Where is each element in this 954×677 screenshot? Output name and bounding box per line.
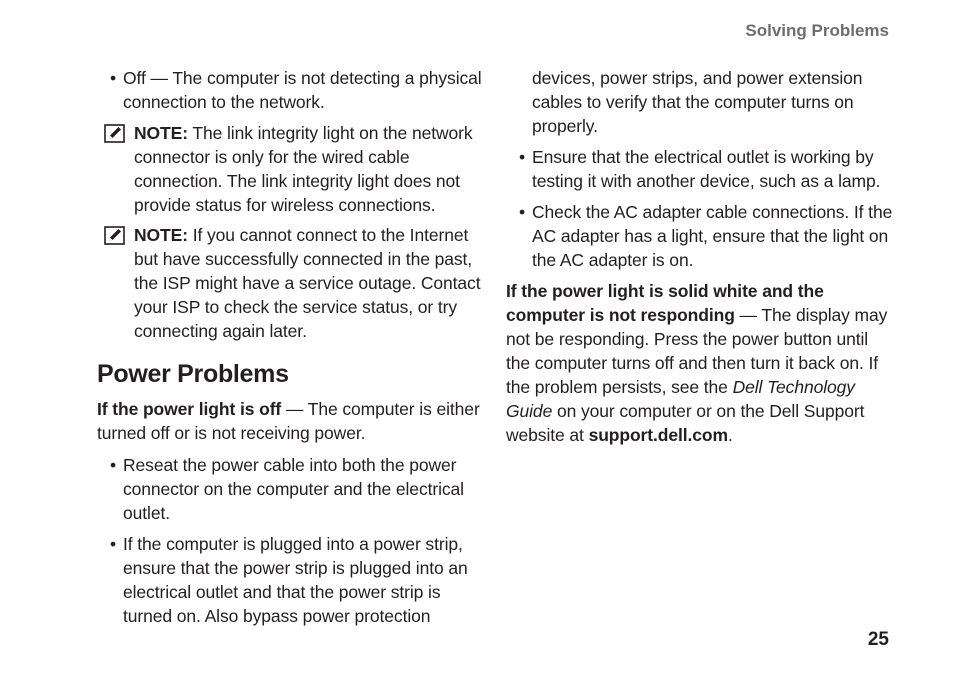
- left-column: [97, 66, 487, 635]
- note-block: [97, 121, 487, 217]
- bullet-text: If the computer is plugged into a power strip, ensure that the power strip is plugged into an electrical outlet and that the power strip is turned on. Also bypass power protection: [123, 534, 468, 626]
- note-text: If you cannot connect to the Internet but have successfully connected in the past, the ISP might have a service outage. Contact your ISP to check the service status, or try connecting again later.: [134, 225, 481, 341]
- list-item: [506, 145, 894, 193]
- paragraph-solid-white: [506, 279, 894, 447]
- note-block: [97, 223, 487, 343]
- paragraph-end: .: [727, 425, 733, 445]
- list-item: [97, 453, 487, 525]
- support-website: support.dell.com: [588, 425, 728, 445]
- bullet-text: Check the AC adapter cable connections. If the AC adapter has a light, ensure that the light on the AC adapter is on.: [532, 202, 893, 270]
- note-label: NOTE:: [134, 225, 188, 245]
- section-header: Solving Problems: [745, 21, 889, 40]
- bullet-text: Reseat the power cable into both the power connector on the computer and the electrical outlet.: [123, 455, 464, 523]
- paragraph-lead: If the power light is solid white and the computer is not responding: [506, 281, 824, 325]
- page-number: 25: [867, 629, 889, 650]
- list-item: [97, 532, 487, 628]
- paragraph-text: — The computer is either turned off or is not receiving power.: [97, 399, 480, 443]
- note-pencil-icon: [104, 124, 125, 143]
- paragraph-text: on your computer or on the Dell Support website at: [506, 401, 865, 445]
- note-label: NOTE:: [134, 123, 188, 143]
- bullet-dot: •: [110, 534, 117, 554]
- list-item: [97, 66, 487, 114]
- paragraph-lead: If the power light is off: [97, 399, 282, 419]
- guide-title: Dell Technology Guide: [506, 377, 855, 421]
- paragraph-power-off: [97, 397, 487, 445]
- bullet-text: Ensure that the electrical outlet is working by testing it with another device, such as a lamp.: [532, 147, 881, 191]
- bullet-dot: •: [519, 147, 526, 167]
- bullet-text: Off — The computer is not detecting a physical connection to the network.: [123, 68, 482, 112]
- right-column: [506, 66, 894, 455]
- bullet-dot: •: [110, 68, 117, 88]
- bullet-continuation: devices, power strips, and power extension cables to verify that the computer turns on properly.: [532, 68, 863, 136]
- section-heading: Power Problems: [97, 360, 289, 388]
- list-item: [506, 200, 894, 272]
- note-pencil-icon: [104, 226, 125, 245]
- bullet-dot: •: [110, 455, 117, 475]
- paragraph-text: — The display may not be responding. Press the power button until the computer turns off and then turn it back on. If the problem persists, see the: [506, 305, 888, 397]
- bullet-dot: •: [519, 202, 526, 222]
- note-text: The link integrity light on the network connector is only for the wired cable connection. The link integrity light does not provide status for wireless connections.: [134, 123, 473, 215]
